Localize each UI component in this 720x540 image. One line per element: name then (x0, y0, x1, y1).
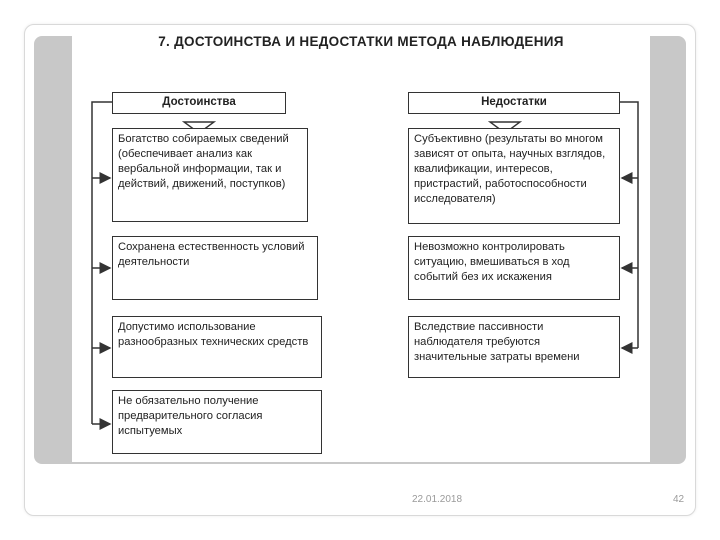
right-bracket (620, 102, 638, 348)
slide-date: 22.01.2018 (412, 494, 463, 505)
disadvantage-item-3: Вследствие пассивности наблюдателя требуются значительные затраты времени (408, 316, 620, 378)
left-bracket (92, 102, 112, 424)
disadvantage-item-2: Невозможно контролировать ситуацию, вмешиваться в ход событий без их искажения (408, 236, 620, 300)
advantage-item-1: Богатство собираемых сведений (обеспечивает анализ как вербальной информации, так и действий, движений, поступков) (112, 128, 308, 222)
disadvantage-item-1: Субъективно (результаты во многом зависят от опыта, научных взглядов, квалификации, интересов, пристрастий, работоспособности исследователя) (408, 128, 620, 224)
advantage-item-3: Допустимо использование разнообразных технических средств (112, 316, 322, 378)
slide-page-number: 42 (673, 494, 685, 505)
diagram-title: 7. ДОСТОИНСТВА И НЕДОСТАТКИ МЕТОДА НАБЛЮДЕНИЯ (158, 34, 564, 49)
advantage-item-4: Не обязательно получение предварительного согласия испытуемых (112, 390, 322, 454)
diagram-figure (72, 30, 650, 462)
advantage-item-2: Сохранена естественность условий деятельности (112, 236, 318, 300)
disadvantages-header: Недостатки (408, 92, 620, 114)
advantages-header: Достоинства (112, 92, 286, 114)
